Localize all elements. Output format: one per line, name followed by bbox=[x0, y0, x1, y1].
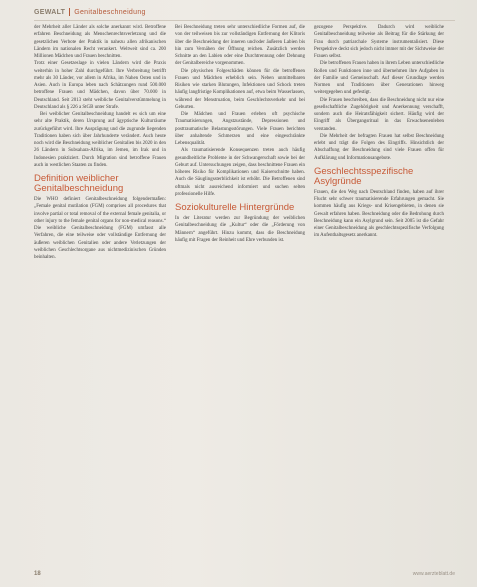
body-paragraph: In der Literatur werden zur Begründung der weiblichen Genitalbeschneidung die „Kultur“ oder die „Förderung von Männern“ angeführt. Hinzu kommt, dass die Beschneidung häufig mit Fragen der Reinheit und Ehre verbunden ist. bbox=[175, 216, 305, 243]
body-paragraph: Die Frauen beschreiben, dass die Beschneidung nicht nur eine gesellschaftliche Zugehörigkeit und Anerkennung verschafft, sondern auch die Heiratsfähigkeit sichert. Häufig wird der Eingriff als Übergangsritual in das Erwachsenenleben verstanden. bbox=[314, 97, 444, 132]
section-heading: Definition weiblicher Genitalbeschneidung bbox=[34, 173, 124, 194]
body-paragraph: Die WHO definiert Genitalbeschneidung folgendermaßen: „Female genital mutilation (FGM) comprises all procedures that involve partial or total removal of the external female genitalia, or other injury to the female genital organs for non-medical reasons.“ Die weibliche Genitalbeschneidung (FGM) umfasst alle Verfahren, die eine teilweise oder vollständige Entfernung der äußeren weiblichen Genitalien oder andere Verletzungen der weiblichen Geschlechtsorgane aus nichtmedizinischen Gründen beinhalten. bbox=[34, 197, 166, 260]
column-3 bbox=[314, 24, 444, 559]
subsection-title: Genitalbeschneidung bbox=[74, 8, 146, 16]
section-title: GEWALT bbox=[34, 8, 66, 16]
body-paragraph: Als traumatisierende Konsequenzen treten auch häufig gesundheitliche Probleme in der Schwangerschaft sowie bei der Geburt auf. Untersuchungen zeigen, dass beschnittene Frauen ein höheres Risiko für Komplikationen und Kaiserschnitte haben. Auch die Säuglingssterblichkeit ist erhöht. Die Betroffenen sind oftmals nicht ausreichend informiert und suchen selten professionelle Hilfe. bbox=[175, 148, 305, 197]
body-paragraph: Die Mehrheit der befragten Frauen hat selbst Beschneidung erlebt und trägt die Folgen des Eingriffs. Hinsichtlich der Abschaffung der Beschneidung sind viele Frauen offen für Aufklärung und Informationsangebote. bbox=[314, 133, 444, 161]
body-paragraph: Bei Beschneidung treten sehr unterschiedliche Formen auf, die von der teilweisen bis zur vollständigen Entfernung der Klitoris über die Beschneidung der inneren und/oder äußeren Labien bis hin zum Vernähen der Öffnung reichen. Zusätzlich werden Schnitte an den Labien oder eine Durchtrennung oder Dehnung der Genitalbereiche vorgenommen. bbox=[175, 25, 305, 67]
page-number: 18 bbox=[34, 571, 41, 577]
body-paragraph: Bei weiblicher Genitalbeschneidung handelt es sich um eine sehr alte Praktik, deren Ursprung auf ägyptische Kulturräume zurückgeführt wird. Ihre Ausprägung und die zugrunde liegenden Traditionen haben sich über Jahrhunderte verändert. Auch heute noch wird die Beschneidung weiblicher Genitalien bis 2020 in den 26 Ländern in Subsahara-Afrika, im Jemen, im Irak und in Indonesien praktiziert. Durch Migration sind betroffene Frauen auch in westlichen Staaten zu finden. bbox=[34, 112, 166, 168]
body-paragraph: gezogene Perspektive. Dadurch wird weibliche Genitalbeschneidung teilweise als Beitrag für die Stärkung der Frau durch patriarchale Systeme instrumentalisiert. Diese Perspektive deckt sich jedoch nicht immer mit der Sichtweise der Frauen selbst. bbox=[314, 25, 444, 59]
body-paragraph: der Mehrheit aller Länder als solche anerkannt wird. Betroffene erfahren Beschneidung als Menschenrechtsverletzung und die gesetzlichen Verbote der Praktik in nahezu allen afrikanischen Ländern im nationalen Recht verankert. Weltweit sind ca. 200 Millionen Mädchen und Frauen beschnitten. bbox=[34, 25, 166, 59]
column-1 bbox=[34, 24, 166, 559]
header-divider bbox=[69, 8, 70, 16]
article-columns bbox=[34, 24, 455, 559]
body-paragraph: Die betroffenen Frauen haben in ihrem Leben unterschiedliche Rollen und Funktionen inne und übernehmen ihre Aufgaben in der Familie und Gemeinschaft. Auf dieser Grundlage werden Normen und Traditionen über Generationen hinweg weitergegeben und gefestigt. bbox=[314, 61, 444, 96]
body-paragraph: Die Mädchen und Frauen erleben oft psychische Traumatisierungen, Angstzustände, Depressionen und posttraumatische Belastungsstörungen. Viele Frauen berichten über anhaltende Schmerzen und eine eingeschränkte Lebensqualität. bbox=[175, 112, 305, 146]
header-rule bbox=[34, 20, 455, 21]
footer-website: www.aerzteblatt.de bbox=[412, 571, 455, 577]
running-header bbox=[34, 6, 146, 18]
body-paragraph: Trotz einer Gesetzeslage in vielen Ländern wird die Praxis weiterhin in hoher Zahl durchgeführt. Ihre Verbreitung betrifft mehr als 30 Länder, vor allem in Afrika, im Nahen Osten und in Asien. Auch in Europa leben nach Schätzungen rund 500.000 betroffene Frauen und Mädchen, davon über 70.000 in Deutschland. Seit 2013 steht weibliche Genitalverstümmelung in Deutschland als § 226 a StGB unter Strafe. bbox=[34, 61, 166, 110]
section-heading: Soziokulturelle Hintergründe bbox=[175, 202, 295, 213]
section-heading: Geschlechtsspezifische Asylgründe bbox=[314, 165, 414, 187]
page-footer bbox=[34, 569, 455, 579]
body-paragraph: Frauen, die den Weg nach Deutschland finden, haben auf ihrer Flucht sehr schwer traumatisierende Erfahrungen gemacht. Sie kommen häufig aus Kriegs- und Krisengebieten, in denen sie Gewalt erfahren haben. Beschneidung oder die Bedrohung durch Beschneidung kann ein Asylgrund sein. Seit 2005 ist die Gefahr einer Genitalbeschneidung als geschlechtsspezifische Verfolgung im Aufenthaltsgesetz anerkannt. bbox=[314, 189, 444, 239]
body-paragraph: Die physischen Folgeschäden können für die betroffenen Frauen und Mädchen erheblich sein. Neben unmittelbaren Risiken wie starken Blutungen, Infektionen und Schock treten häufig langfristige Komplikationen auf, etwa beim Wasserlassen, während der Menstruation, beim Geschlechtsverkehr und bei Geburten. bbox=[175, 68, 305, 110]
column-2 bbox=[175, 24, 305, 559]
